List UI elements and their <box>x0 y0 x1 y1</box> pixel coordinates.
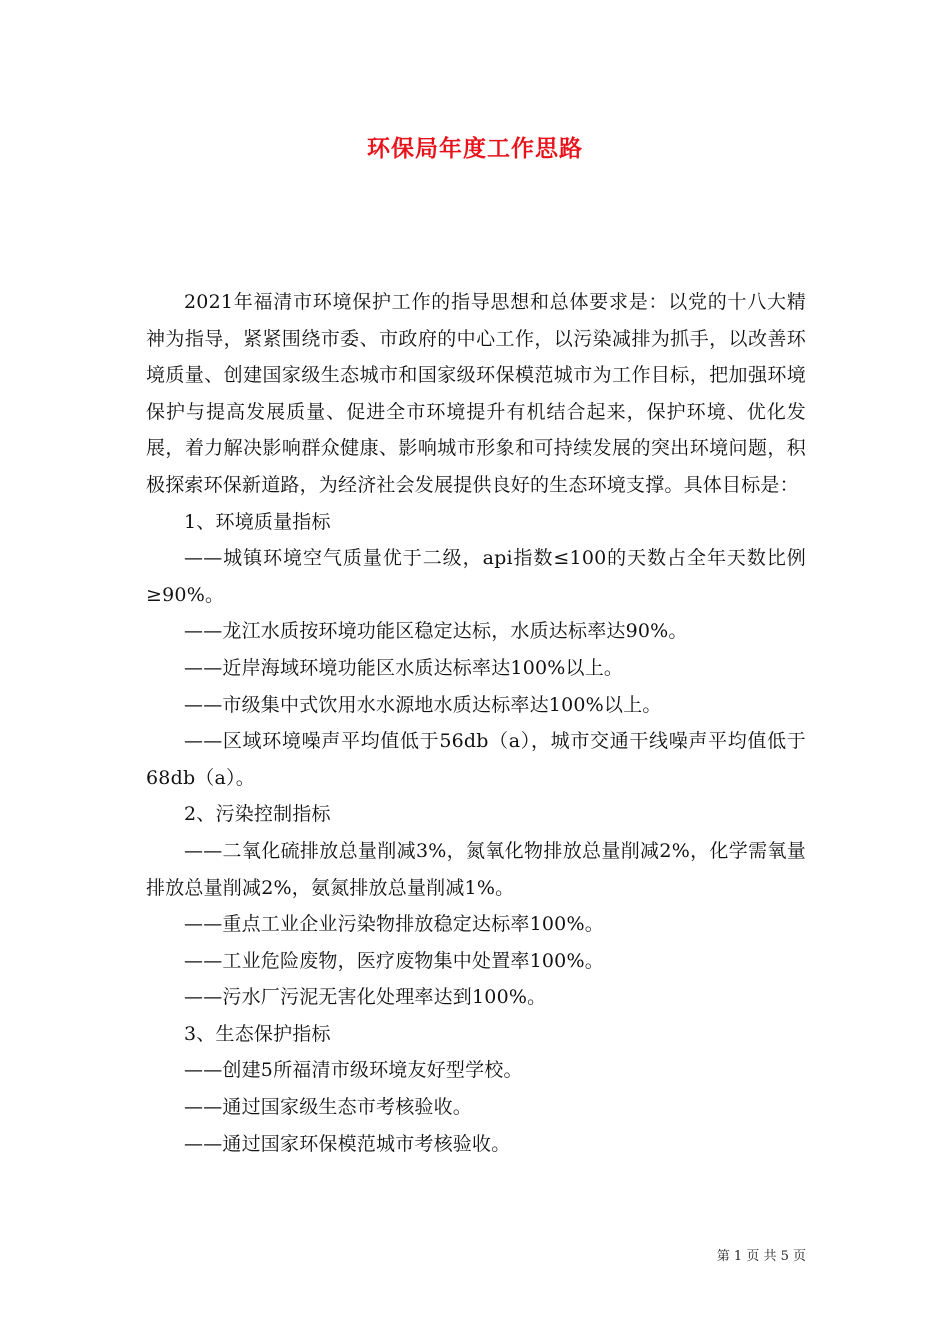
section-heading-ecological-protection: 3、生态保护指标 <box>184 1022 331 1045</box>
list-item: ——二氧化硫排放总量削减3%，氮氧化物排放总量削减2%，化学需氧量排放总量削减2%，氨氮排放总量削减1%。 <box>146 839 806 899</box>
list-item: ——近岸海域环境功能区水质达标率达100%以上。 <box>184 656 624 679</box>
list-item: ——通过国家级生态市考核验收。 <box>184 1096 473 1119</box>
list-item: ——市级集中式饮用水水源地水质达标率达100%以上。 <box>184 693 662 716</box>
list-item: ——重点工业企业污染物排放稳定达标率100%。 <box>184 913 604 936</box>
list-item: ——创建5所福清市级环境友好型学校。 <box>184 1059 523 1082</box>
document-body <box>146 284 806 1162</box>
section-heading-environment-quality: 1、环境质量指标 <box>184 510 331 533</box>
paragraph-intro: 2021年福清市环境保护工作的指导思想和总体要求是：以党的十八大精神为指导，紧紧围绕市委、市政府的中心工作，以污染减排为抓手，以改善环境质量、创建国家级生态城市和国家级环保模范城市为工作目标，把加强环境保护与提高发展质量、促进全市环境提升有机结合起来，保护环境、优化发展，着力解决影响群众健康、影响城市形象和可持续发展的突出环境问题，积极探索环保新道路，为经济社会发展提供良好的生态环境支撑。具体目标是： <box>146 291 806 496</box>
list-item: ——城镇环境空气质量优于二级，api指数≤100的天数占全年天数比例≥90%。 <box>146 547 806 606</box>
page-number: 第 1 页 共 5 页 <box>716 1249 806 1264</box>
list-item: ——区域环境噪声平均值低于56db（a），城市交通干线噪声平均值低于68db（a）。 <box>146 730 806 789</box>
section-heading-pollution-control: 2、污染控制指标 <box>184 803 331 826</box>
list-item: ——龙江水质按环境功能区稳定达标，水质达标率达90%。 <box>184 620 688 643</box>
list-item: ——污水厂污泥无害化处理率达到100%。 <box>184 986 547 1009</box>
list-item: ——通过国家环保模范城市考核验收。 <box>184 1132 511 1155</box>
list-item: ——工业危险废物，医疗废物集中处置率100%。 <box>184 949 604 972</box>
document-title: 环保局年度工作思路 <box>367 135 583 162</box>
